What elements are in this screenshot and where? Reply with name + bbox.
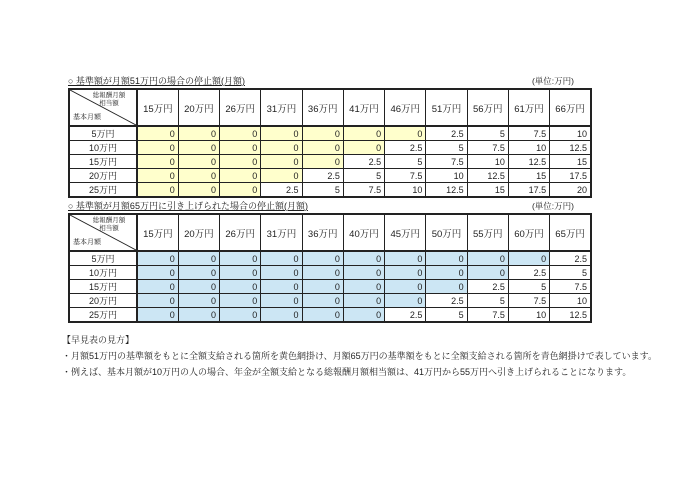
corner-label-remuneration: 総報酬月額 相当額 <box>92 217 126 233</box>
corner-cell <box>69 214 137 251</box>
value-cell: 0 <box>508 251 549 266</box>
value-cell: 0 <box>385 266 426 280</box>
value-cell: 7.5 <box>343 183 384 198</box>
value-cell: 2.5 <box>508 266 549 280</box>
value-cell: 0 <box>302 280 343 294</box>
value-cell: 0 <box>178 155 219 169</box>
table1-title: ○ 基準額が月額51万円の場合の停止額(月額) <box>68 76 245 86</box>
table2-title: ○ 基準額が月額65万円に引き上げられた場合の停止額(月額) <box>68 201 308 211</box>
column-header: 36万円 <box>302 214 343 251</box>
corner-label-basic-monthly: 基本月額 <box>73 114 101 121</box>
suspension-table-51 <box>68 88 592 198</box>
column-header: 15万円 <box>137 214 178 251</box>
value-cell: 10 <box>426 169 467 183</box>
column-header: 36万円 <box>302 89 343 126</box>
column-header: 61万円 <box>508 89 549 126</box>
table-row <box>69 126 591 141</box>
value-cell: 0 <box>343 126 384 141</box>
corner-label-remuneration: 総報酬月額 相当額 <box>92 92 126 108</box>
value-cell: 0 <box>261 141 302 155</box>
row-label: 10万円 <box>69 266 137 280</box>
corner-cell <box>69 89 137 126</box>
value-cell: 17.5 <box>550 169 591 183</box>
value-cell: 17.5 <box>508 183 549 198</box>
value-cell: 0 <box>343 251 384 266</box>
note-line-1: ・月額51万円の基準額をもとに全額支給される箇所を黄色網掛け、月額65万円の基準額をもとに全額支給される箇所を青色網掛けで表しています。 <box>62 351 657 361</box>
column-header: 31万円 <box>261 214 302 251</box>
value-cell: 5 <box>467 294 508 308</box>
value-cell: 0 <box>220 251 261 266</box>
value-cell: 5 <box>302 183 343 198</box>
value-cell: 0 <box>220 183 261 198</box>
row-label: 10万円 <box>69 141 137 155</box>
row-label: 20万円 <box>69 294 137 308</box>
value-cell: 0 <box>220 169 261 183</box>
value-cell: 7.5 <box>508 126 549 141</box>
table-row <box>69 294 591 308</box>
value-cell: 5 <box>385 155 426 169</box>
value-cell: 2.5 <box>426 126 467 141</box>
column-header: 65万円 <box>550 214 591 251</box>
value-cell: 0 <box>220 155 261 169</box>
value-cell: 0 <box>178 294 219 308</box>
value-cell: 0 <box>467 251 508 266</box>
value-cell: 5 <box>508 280 549 294</box>
value-cell: 0 <box>426 280 467 294</box>
table2-caption <box>68 201 592 212</box>
value-cell: 0 <box>137 251 178 266</box>
corner-label-basic-monthly: 基本月額 <box>73 239 101 246</box>
value-cell: 0 <box>178 169 219 183</box>
row-label: 20万円 <box>69 169 137 183</box>
table-row <box>69 280 591 294</box>
value-cell: 7.5 <box>467 141 508 155</box>
value-cell: 5 <box>467 126 508 141</box>
table-row <box>69 183 591 198</box>
value-cell: 0 <box>261 169 302 183</box>
value-cell: 5 <box>426 308 467 323</box>
column-header: 45万円 <box>385 214 426 251</box>
value-cell: 0 <box>302 155 343 169</box>
table2-section <box>68 201 592 323</box>
value-cell: 0 <box>261 308 302 323</box>
column-header: 26万円 <box>220 89 261 126</box>
value-cell: 0 <box>385 126 426 141</box>
value-cell: 0 <box>426 266 467 280</box>
column-header: 31万円 <box>261 89 302 126</box>
value-cell: 0 <box>178 183 219 198</box>
value-cell: 2.5 <box>302 169 343 183</box>
column-header: 60万円 <box>508 214 549 251</box>
value-cell: 0 <box>343 141 384 155</box>
value-cell: 15 <box>508 169 549 183</box>
row-label: 15万円 <box>69 155 137 169</box>
value-cell: 7.5 <box>550 280 591 294</box>
value-cell: 0 <box>302 141 343 155</box>
value-cell: 12.5 <box>426 183 467 198</box>
column-header: 46万円 <box>385 89 426 126</box>
column-header: 15万円 <box>137 89 178 126</box>
value-cell: 10 <box>467 155 508 169</box>
value-cell: 0 <box>220 280 261 294</box>
value-cell: 0 <box>261 294 302 308</box>
value-cell: 0 <box>343 280 384 294</box>
table-row <box>69 141 591 155</box>
value-cell: 7.5 <box>467 308 508 323</box>
value-cell: 0 <box>137 126 178 141</box>
value-cell: 0 <box>261 155 302 169</box>
value-cell: 0 <box>137 155 178 169</box>
suspension-table-65 <box>68 213 592 323</box>
value-cell: 0 <box>302 308 343 323</box>
table-row <box>69 308 591 323</box>
value-cell: 0 <box>178 266 219 280</box>
value-cell: 0 <box>137 169 178 183</box>
row-label: 5万円 <box>69 251 137 266</box>
value-cell: 15 <box>550 155 591 169</box>
column-header: 56万円 <box>467 89 508 126</box>
value-cell: 12.5 <box>508 155 549 169</box>
column-header: 41万円 <box>343 89 384 126</box>
notes-heading: 【早見表の見方】 <box>62 335 135 345</box>
row-label: 5万円 <box>69 126 137 141</box>
value-cell: 7.5 <box>385 169 426 183</box>
value-cell: 0 <box>137 141 178 155</box>
value-cell: 15 <box>467 183 508 198</box>
value-cell: 2.5 <box>385 308 426 323</box>
value-cell: 0 <box>302 126 343 141</box>
value-cell: 0 <box>261 266 302 280</box>
value-cell: 0 <box>343 266 384 280</box>
value-cell: 5 <box>343 169 384 183</box>
value-cell: 0 <box>137 294 178 308</box>
value-cell: 0 <box>178 141 219 155</box>
value-cell: 0 <box>302 251 343 266</box>
value-cell: 0 <box>178 308 219 323</box>
value-cell: 0 <box>220 266 261 280</box>
value-cell: 0 <box>178 280 219 294</box>
column-header: 55万円 <box>467 214 508 251</box>
table-row <box>69 169 591 183</box>
header-row <box>69 89 591 126</box>
value-cell: 2.5 <box>385 141 426 155</box>
table-row <box>69 251 591 266</box>
value-cell: 0 <box>137 266 178 280</box>
column-header: 20万円 <box>178 89 219 126</box>
value-cell: 0 <box>220 308 261 323</box>
value-cell: 0 <box>261 280 302 294</box>
value-cell: 12.5 <box>467 169 508 183</box>
column-header: 50万円 <box>426 214 467 251</box>
table1-unit-label: (単位:万円) <box>531 76 574 86</box>
value-cell: 0 <box>385 251 426 266</box>
value-cell: 10 <box>550 126 591 141</box>
notes-section <box>62 332 692 380</box>
value-cell: 0 <box>302 266 343 280</box>
row-label: 15万円 <box>69 280 137 294</box>
value-cell: 7.5 <box>508 294 549 308</box>
value-cell: 0 <box>220 294 261 308</box>
value-cell: 0 <box>178 251 219 266</box>
value-cell: 7.5 <box>426 155 467 169</box>
value-cell: 10 <box>508 308 549 323</box>
value-cell: 12.5 <box>550 308 591 323</box>
note-line-2: ・例えば、基本月額が10万円の人の場合、年金が全額支給となる総報酬月額相当額は、41万円から55万円へ引き上げられることになります。 <box>62 367 632 377</box>
value-cell: 0 <box>178 126 219 141</box>
value-cell: 0 <box>137 280 178 294</box>
value-cell: 0 <box>302 294 343 308</box>
column-header: 51万円 <box>426 89 467 126</box>
table-row <box>69 266 591 280</box>
value-cell: 5 <box>426 141 467 155</box>
table1-section <box>68 76 592 198</box>
value-cell: 2.5 <box>467 280 508 294</box>
value-cell: 0 <box>385 294 426 308</box>
value-cell: 0 <box>467 266 508 280</box>
value-cell: 0 <box>220 141 261 155</box>
value-cell: 0 <box>385 280 426 294</box>
value-cell: 0 <box>261 126 302 141</box>
value-cell: 0 <box>343 308 384 323</box>
value-cell: 0 <box>220 126 261 141</box>
value-cell: 10 <box>508 141 549 155</box>
column-header: 40万円 <box>343 214 384 251</box>
row-label: 25万円 <box>69 308 137 323</box>
table2-unit-label: (単位:万円) <box>531 201 574 211</box>
value-cell: 0 <box>137 183 178 198</box>
value-cell: 0 <box>343 294 384 308</box>
table1-caption <box>68 76 592 87</box>
value-cell: 2.5 <box>550 251 591 266</box>
header-row <box>69 214 591 251</box>
value-cell: 12.5 <box>550 141 591 155</box>
value-cell: 0 <box>261 251 302 266</box>
column-header: 20万円 <box>178 214 219 251</box>
value-cell: 2.5 <box>343 155 384 169</box>
value-cell: 5 <box>550 266 591 280</box>
value-cell: 10 <box>550 294 591 308</box>
value-cell: 0 <box>137 308 178 323</box>
row-label: 25万円 <box>69 183 137 198</box>
value-cell: 2.5 <box>426 294 467 308</box>
column-header: 26万円 <box>220 214 261 251</box>
table-row <box>69 155 591 169</box>
column-header: 66万円 <box>550 89 591 126</box>
value-cell: 20 <box>550 183 591 198</box>
value-cell: 0 <box>426 251 467 266</box>
value-cell: 2.5 <box>261 183 302 198</box>
value-cell: 10 <box>385 183 426 198</box>
